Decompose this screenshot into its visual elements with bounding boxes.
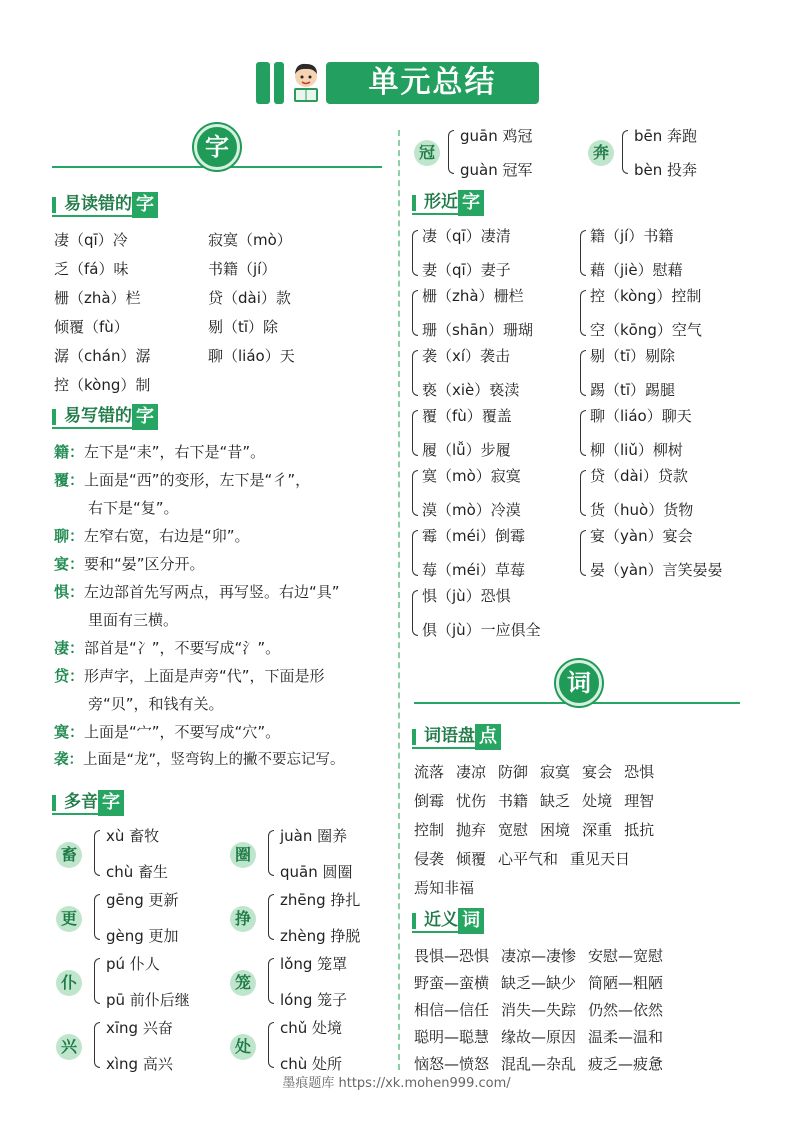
title-banner	[256, 62, 539, 104]
yixie-note: 要和“晏”区分开。	[84, 555, 205, 573]
section-circle-ci: 词	[556, 660, 602, 706]
duoyin-char: 兴	[56, 1034, 82, 1060]
brace-icon	[580, 410, 586, 456]
duoyin-reading: gēng 更新	[106, 891, 179, 909]
duoyin-char: 笼	[230, 970, 256, 996]
subhead-duoyin: 多音 字	[52, 790, 124, 816]
yixie-note: 左边部首先写两点，再写竖。右边“具”	[84, 583, 340, 601]
ciyu-word: 寂寞	[540, 763, 571, 781]
ciyu-word: 处境	[582, 792, 613, 810]
duoyin-reading: guān 鸡冠	[460, 127, 533, 145]
subhead-jinyi: 近义 词	[412, 908, 484, 934]
jinyi-pair: 野蛮—蛮横	[414, 974, 490, 992]
ciyu-word: 重见天日	[570, 850, 631, 868]
brace-icon	[268, 894, 274, 940]
yixie-char: 聊：	[54, 527, 85, 545]
ciyu-word: 困境	[540, 821, 571, 839]
brace-icon	[268, 1022, 274, 1068]
footer-watermark[interactable]: 墨痕题库 https://xk.mohen999.com/	[282, 1076, 511, 1091]
duoyin-reading: chù 处所	[280, 1055, 343, 1073]
yidu-item: 书籍（jí）	[208, 260, 277, 278]
yidu-col2	[208, 230, 295, 375]
reading-boy-icon	[286, 60, 326, 106]
ciyu-word: 凄凉	[456, 763, 487, 781]
duoyin-char: 畜	[56, 842, 82, 868]
duoyin-char: 更	[56, 906, 82, 932]
duoyin-reading: bēn 奔跑	[634, 127, 698, 145]
yidu-item: 聊（liáo）天	[208, 347, 295, 365]
duoyin-reading: xù 畜牧	[106, 827, 160, 845]
yixie-note: 旁“贝”，和钱有关。	[88, 695, 224, 713]
brace-icon	[94, 958, 100, 1004]
ciyu-word: 恐惧	[624, 763, 655, 781]
jinyi-pair: 畏惧—恐惧	[414, 947, 490, 965]
yixie-note: 上面是“西”的变形，左下是“彳”，	[84, 471, 311, 489]
duoyin-char: 圈	[230, 842, 256, 868]
yixie-char: 贷：	[54, 667, 85, 685]
duoyin-reading: xìng 高兴	[106, 1055, 173, 1073]
yidu-item: 剔（tī）除	[208, 318, 279, 336]
yidu-item: 潺（chán）潺	[54, 347, 151, 365]
yixie-char: 凄：	[54, 639, 85, 657]
ciyu-word: 倾覆	[456, 850, 487, 868]
duoyin-char: 奔	[588, 140, 614, 166]
brace-icon	[268, 830, 274, 876]
yixie-note: 里面有三横。	[88, 611, 179, 629]
yidu-item: 乏（fá）味	[54, 260, 129, 278]
yixie-char: 袭：	[54, 752, 83, 768]
yidu-item: 贷（dài）款	[208, 289, 291, 307]
duoyin-char: 冠	[414, 140, 440, 166]
ciyu-word: 理智	[624, 792, 655, 810]
section-circle-zi: 字	[194, 124, 240, 170]
duoyin-reading: xīng 兴奋	[106, 1019, 173, 1037]
column-divider	[398, 130, 400, 1070]
yixie-note: 形声字，上面是声旁“代”，下面是形	[84, 667, 325, 685]
yixie-note: 左下是“耒”，右下是“昔”。	[84, 443, 266, 461]
banner-bar-left	[256, 62, 270, 104]
jinyi-pair: 消失—失踪	[501, 1001, 577, 1019]
duoyin-reading: zhèng 挣脱	[280, 927, 361, 945]
banner-bar-left2	[274, 62, 284, 104]
duoyin-reading: gèng 更加	[106, 927, 179, 945]
subhead-yidu: 易读错的 字	[52, 192, 158, 218]
jinyi-pair: 混乱—杂乱	[501, 1055, 577, 1073]
brace-icon	[580, 530, 586, 576]
yixie-char: 覆：	[54, 471, 85, 489]
ciyu-word: 心平气和	[498, 850, 559, 868]
yixie-list	[54, 442, 390, 778]
jinyi-pair: 安慰—宽慰	[588, 947, 664, 965]
brace-icon	[580, 290, 586, 336]
brace-icon	[412, 350, 418, 396]
ciyu-word: 焉知非福	[414, 879, 475, 897]
yixie-char: 籍：	[54, 443, 85, 461]
jinyi-pair: 聪明—聪慧	[414, 1028, 490, 1046]
duoyin-char: 仆	[56, 970, 82, 996]
duoyin-reading: quān 圆圈	[280, 863, 353, 881]
duoyin-reading: pú 仆人	[106, 955, 160, 973]
jinyi-pair: 缘故—原因	[501, 1028, 577, 1046]
ciyu-word: 宽慰	[498, 821, 529, 839]
brace-icon	[412, 410, 418, 456]
ciyu-word: 深重	[582, 821, 613, 839]
yixie-note: 上面是“龙”，竖弯钩上的撇不要忘记写。	[83, 752, 345, 768]
yixie-note: 左窄右宽，右边是“卯”。	[84, 527, 250, 545]
brace-icon	[412, 230, 418, 276]
ciyu-word: 防御	[498, 763, 529, 781]
ciyu-word: 宴会	[582, 763, 613, 781]
brace-icon	[412, 590, 418, 636]
yixie-char: 惧：	[54, 583, 85, 601]
brace-icon	[580, 470, 586, 516]
brace-icon	[412, 290, 418, 336]
yixie-note: 右下是“复”。	[88, 499, 179, 517]
brace-icon	[622, 130, 628, 174]
ciyu-word: 抛弃	[456, 821, 487, 839]
ciyu-word: 书籍	[498, 792, 529, 810]
ciyu-word: 抵抗	[624, 821, 655, 839]
ciyu-word: 流落	[414, 763, 445, 781]
duoyin-reading: lóng 笼子	[280, 991, 348, 1009]
jinyi-pair: 相信—信任	[414, 1001, 490, 1019]
brace-icon	[94, 1022, 100, 1068]
brace-icon	[412, 470, 418, 516]
yixie-char: 宴：	[54, 555, 85, 573]
duoyin-reading: pū 前仆后继	[106, 991, 190, 1009]
yidu-item: 栅（zhà）栏	[54, 289, 141, 307]
brace-icon	[580, 350, 586, 396]
duoyin-reading: zhēng 挣扎	[280, 891, 361, 909]
yixie-note: 上面是“宀”，不要写成“穴”。	[84, 723, 281, 741]
ciyu-word: 缺乏	[540, 792, 571, 810]
jinyi-pair: 简陋—粗陋	[588, 974, 664, 992]
jinyi-pair: 温柔—温和	[588, 1028, 664, 1046]
brace-icon	[94, 894, 100, 940]
yidu-item: 寂寞（mò）	[208, 231, 292, 249]
ciyu-word: 侵袭	[414, 850, 445, 868]
duoyin-reading: guàn 冠军	[460, 161, 533, 179]
jinyi-pair: 恼怒—愤怒	[414, 1055, 490, 1073]
jinyi-pair: 凄凉—凄惨	[501, 947, 577, 965]
yidu-item: 倾覆（fù）	[54, 318, 129, 336]
jinyi-pair: 缺乏—缺少	[501, 974, 577, 992]
jinyi-pair: 疲乏—疲惫	[588, 1055, 664, 1073]
duoyin-char: 挣	[230, 906, 256, 932]
brace-icon	[268, 958, 274, 1004]
yidu-col1	[54, 230, 150, 404]
duoyin-reading: lǒng 笼罩	[280, 955, 348, 973]
subhead-xingjin: 形近 字	[412, 190, 484, 216]
page-title: 单元总结	[326, 62, 539, 104]
duoyin-reading: chù 畜生	[106, 863, 169, 881]
ciyu-word: 控制	[414, 821, 445, 839]
yixie-char: 寞：	[54, 723, 85, 741]
yidu-item: 凄（qī）冷	[54, 231, 128, 249]
brace-icon	[580, 230, 586, 276]
yixie-note: 部首是“冫”，不要写成“氵”。	[84, 639, 281, 657]
yidu-item: 控（kòng）制	[54, 376, 151, 394]
jinyi-pair: 仍然—依然	[588, 1001, 664, 1019]
ciyu-word: 忧伤	[456, 792, 487, 810]
ciyu-word: 倒霉	[414, 792, 445, 810]
jinyi-list	[414, 946, 754, 1081]
brace-icon	[412, 530, 418, 576]
subhead-yixie: 易写错的 字	[52, 404, 158, 430]
subhead-ciyu: 词语盘 点	[412, 724, 501, 750]
ciyu-list	[414, 762, 754, 907]
duoyin-reading: juàn 圈养	[280, 827, 348, 845]
brace-icon	[94, 830, 100, 876]
duoyin-char: 处	[230, 1034, 256, 1060]
duoyin-reading: bèn 投奔	[634, 161, 698, 179]
duoyin-reading: chǔ 处境	[280, 1019, 343, 1037]
brace-icon	[448, 130, 454, 174]
